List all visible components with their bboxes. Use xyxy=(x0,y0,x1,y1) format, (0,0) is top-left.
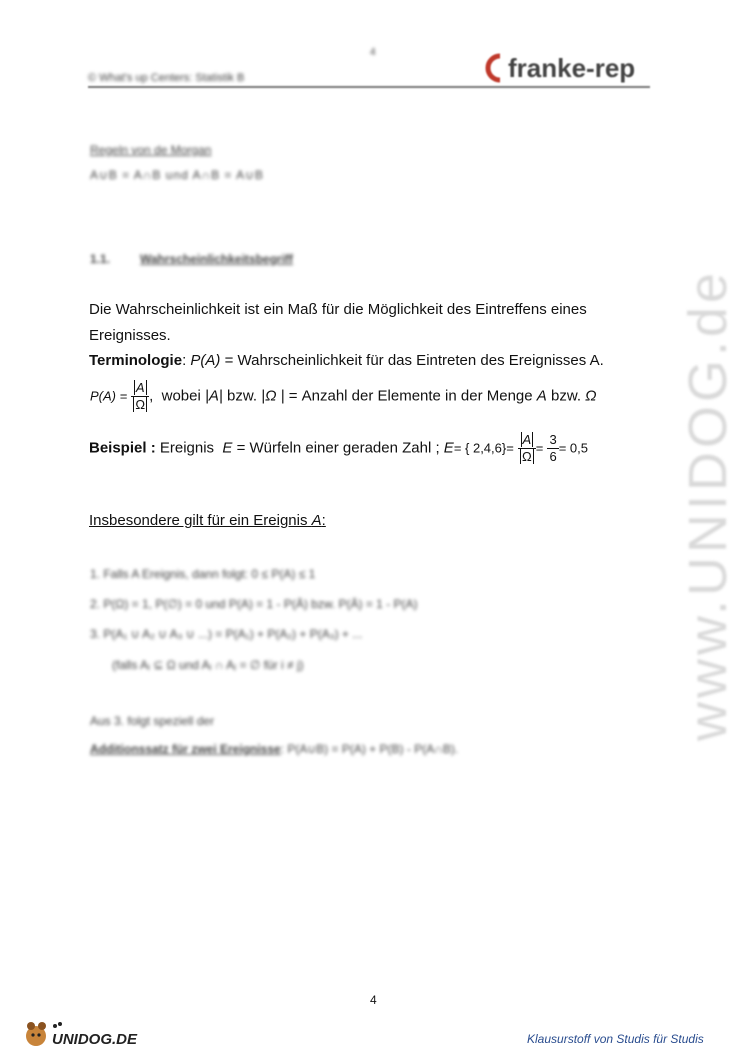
section-number: 1.1. xyxy=(90,252,111,266)
top-page-number: 4 xyxy=(370,47,376,58)
franke-rep-logo xyxy=(480,50,655,86)
unidog-logo xyxy=(22,1012,152,1052)
addition-label: Additionssatz für zwei Ereignisse xyxy=(90,742,281,756)
terminology-colon: : xyxy=(182,352,191,369)
insbesondere-colon: : xyxy=(321,512,326,529)
example-label: Beispiel : xyxy=(89,439,156,457)
page-number: 4 xyxy=(370,993,377,1007)
example-numerator-2: 3 xyxy=(549,432,557,447)
terminology-line xyxy=(89,352,604,369)
probability-formula-row xyxy=(90,380,597,413)
terminology-text: = Wahrscheinlichkeit für das Eintreten des Ereignisses A. xyxy=(220,352,604,369)
footer-logo-text: UNIDOG.DE xyxy=(52,1031,138,1048)
intro-line-1: Die Wahrscheinlichkeit ist ein Maß für die Möglichkeit des Eintreffens eines xyxy=(89,301,587,318)
formula-set-a: A xyxy=(536,387,547,405)
formula-abs-a: |A| xyxy=(205,387,223,405)
morgan-formula: A∪B = A∩B und A∩B = A∪B xyxy=(90,168,264,182)
formula-bzw-2: bzw. xyxy=(550,387,581,405)
footer-tagline: Klausurstoff von Studis für Studis xyxy=(527,1032,704,1046)
intro-line-2: Ereignisses. xyxy=(89,327,171,344)
example-denominator-2: 6 xyxy=(549,449,557,464)
fraction-denominator: Ω xyxy=(135,397,146,412)
example-result: = 0,5 xyxy=(558,440,588,456)
terminology-term: P(A) xyxy=(190,352,221,369)
section-title: Wahrscheinlichkeitsbegriff xyxy=(140,252,293,266)
example-denominator-1: Ω xyxy=(522,449,532,464)
header-source: © What's up Centers: Statistik B xyxy=(88,72,245,84)
rule-3: 3. P(A₁ ∪ A₂ ∪ A₃ ∪ ...) = P(A₁) + P(A₂) + P(A₃) + ... xyxy=(90,627,363,641)
example-text-2: = Würfeln einer geraden Zahl ; xyxy=(236,439,440,457)
morgan-title: Regeln von de Morgan xyxy=(90,143,212,157)
logo-text: franke-rep xyxy=(508,53,636,83)
formula-rest: = Anzahl der Elemente in der Menge xyxy=(288,387,533,405)
addition-formula: : P(A∪B) = P(A) + P(B) - P(A∩B). xyxy=(280,742,459,756)
formula-lhs: P(A) = xyxy=(90,388,128,404)
rule-2: 2. P(Ω) = 1, P(∅) = 0 und P(A) = 1 - P(Ā) bzw. P(Ā) = 1 - P(A) xyxy=(90,597,418,611)
formula-comma: , xyxy=(149,387,154,405)
rule-3-condition: (falls Aᵢ ⊆ Ω und Aᵢ ∩ Aⱼ = ∅ für i ≠ j) xyxy=(112,658,304,672)
example-row xyxy=(89,432,588,465)
example-e: E xyxy=(222,439,233,457)
formula-fraction xyxy=(131,380,149,413)
header-divider xyxy=(88,86,650,88)
rule-1: 1. Falls A Ereignis, dann folgt: 0 ≤ P(A) ≤ 1 xyxy=(90,567,316,581)
example-fraction-1 xyxy=(518,432,536,465)
formula-wobei: wobei xyxy=(161,387,201,405)
terminology-label: Terminologie xyxy=(89,352,183,369)
formula-omega: Ω xyxy=(585,387,597,405)
example-fraction-2 xyxy=(547,432,558,465)
formula-bzw: bzw. xyxy=(226,387,257,405)
formula-abs-omega: |Ω | xyxy=(261,387,285,405)
example-numerator-1: A xyxy=(522,432,532,447)
example-eq-1: = xyxy=(506,440,514,456)
fraction-numerator: A xyxy=(135,380,145,395)
example-text-1: Ereignis xyxy=(159,439,215,457)
aus3-text: Aus 3. folgt speziell der xyxy=(90,714,215,728)
example-e-2: E xyxy=(443,439,454,457)
example-set: = { 2,4,6} xyxy=(453,440,507,456)
addition-rule xyxy=(90,742,458,756)
watermark: www.UNIDOG.de xyxy=(678,268,738,742)
insbesondere-var: A xyxy=(311,512,322,529)
example-eq-2: = xyxy=(535,440,544,456)
insbesondere-text: Insbesondere gilt für ein Ereignis xyxy=(89,512,308,529)
insbesondere-heading xyxy=(89,512,326,529)
